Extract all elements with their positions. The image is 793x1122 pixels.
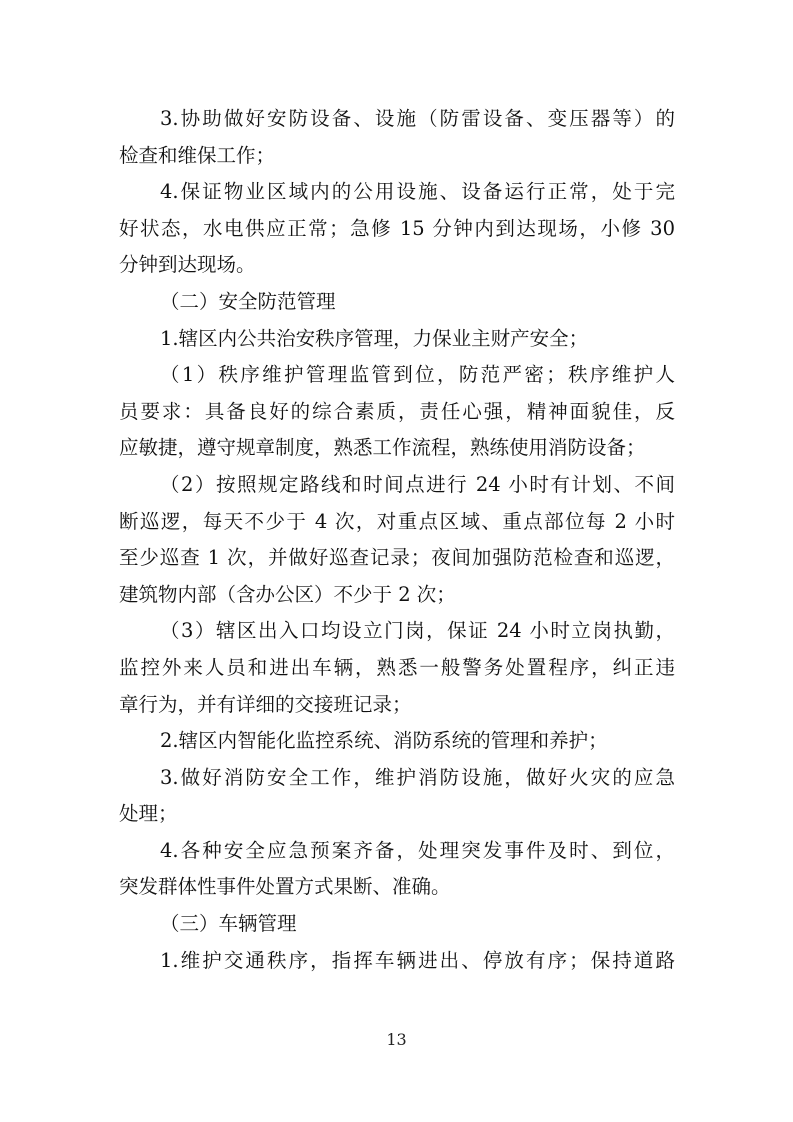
paragraph-line: 建筑物内部（含办公区）不少于 2 次； (119, 582, 456, 606)
paragraph-line: 断巡逻，每天不少于 4 次，对重点区域、重点部位每 2 小时 (119, 509, 675, 533)
paragraph-line: 章行为，并有详细的交接班记录； (119, 692, 412, 716)
paragraph-line: 检查和维保工作； (119, 143, 276, 167)
paragraph-line: 员要求：具备良好的综合素质，责任心强，精神面貌佳，反 (119, 399, 675, 423)
paragraph-line: 3.做好消防安全工作，维护消防设施，做好火灾的应急 (160, 765, 675, 789)
paragraph-line: 4.保证物业区域内的公用设施、设备运行正常，处于完 (160, 180, 675, 204)
paragraph-line: （3）辖区出入口均设立门岗，保证 24 小时立岗执勤， (160, 619, 675, 643)
paragraph-line: 应敏捷，遵守规章制度，熟悉工作流程，熟练使用消防设备； (119, 436, 646, 460)
paragraph-line: 2.辖区内智能化监控系统、消防系统的管理和养护； (160, 729, 608, 753)
document-body (119, 101, 675, 979)
paragraph-line: 突发群体性事件处置方式果断、准确。 (119, 875, 451, 899)
paragraph-line: 监控外来人员和进出车辆，熟悉一般警务处置程序，纠正违 (119, 655, 675, 679)
paragraph-line: 1.辖区内公共治安秩序管理，力保业主财产安全； (160, 326, 589, 350)
page-number: 13 (386, 1030, 407, 1049)
paragraph-line: 好状态，水电供应正常；急修 15 分钟内到达现场，小修 30 (119, 216, 675, 240)
paragraph-line: 处理； (119, 802, 178, 826)
paragraph-line: 至少巡查 1 次，并做好巡查记录；夜间加强防范检查和巡逻， (119, 546, 675, 570)
paragraph-line: 3.协助做好安防设备、设施（防雷设备、变压器等）的 (160, 107, 675, 130)
paragraph-line: 分钟到达现场。 (119, 253, 256, 277)
section-heading: （二）安全防范管理 (160, 289, 336, 313)
section-heading: （三）车辆管理 (160, 912, 297, 936)
paragraph-line: 4.各种安全应急预案齐备，处理突发事件及时、到位， (160, 838, 675, 862)
paragraph-line: （1）秩序维护管理监管到位，防范严密；秩序维护人 (160, 363, 675, 387)
paragraph-line: 1.维护交通秩序，指挥车辆进出、停放有序；保持道路 (160, 948, 675, 972)
paragraph-line: （2）按照规定路线和时间点进行 24 小时有计划、不间 (160, 472, 675, 496)
